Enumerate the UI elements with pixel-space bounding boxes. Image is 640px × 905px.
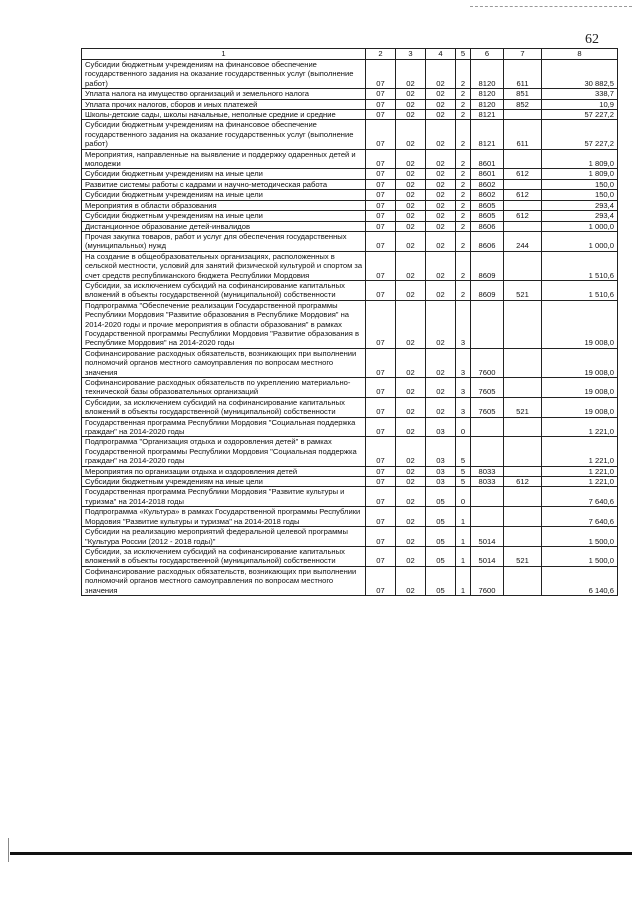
program-code: 02 [426,110,456,120]
program-code: 02 [426,179,456,189]
amount-value: 6 140,6 [542,566,618,595]
item-code: 8609 [471,251,504,280]
top-dashed-rule [470,6,632,7]
program-code: 05 [426,487,456,507]
section-code: 07 [366,120,396,149]
amount-value: 1 221,0 [542,437,618,466]
amount-value: 1 221,0 [542,466,618,476]
section-code: 07 [366,378,396,398]
expense-type-code [504,417,542,437]
section-code: 07 [366,190,396,200]
section-code: 07 [366,300,396,348]
section-code: 07 [366,149,396,169]
row-name: Субсидии бюджетным учреждениям на иные цели [82,190,366,200]
item-code: 8605 [471,211,504,221]
subprogram-code: 3 [456,300,471,348]
scan-edge-mark [8,838,9,862]
subsection-code: 02 [396,99,426,109]
expense-type-code [504,179,542,189]
section-code: 07 [366,211,396,221]
section-code: 07 [366,221,396,231]
subprogram-code: 1 [456,546,471,566]
subprogram-code: 2 [456,190,471,200]
table-row [82,60,618,89]
expense-type-code: 612 [504,211,542,221]
program-code: 03 [426,437,456,466]
amount-value: 19 008,0 [542,397,618,417]
program-code: 02 [426,120,456,149]
table-row [82,280,618,300]
expense-type-code [504,200,542,210]
item-code: 7600 [471,348,504,377]
subprogram-code: 0 [456,417,471,437]
header-row [82,49,618,60]
amount-value: 7 640,6 [542,487,618,507]
amount-value: 1 510,6 [542,251,618,280]
item-code: 7600 [471,566,504,595]
amount-value: 1 221,0 [542,477,618,487]
subsection-code: 02 [396,231,426,251]
subprogram-code: 5 [456,466,471,476]
subsection-code: 02 [396,89,426,99]
item-code: 8606 [471,231,504,251]
item-code: 8120 [471,89,504,99]
program-code: 02 [426,89,456,99]
program-code: 02 [426,200,456,210]
table-row [82,437,618,466]
row-name: Субсидии бюджетным учреждениям на финансовое обеспечение государственного задания на оказание государственных услуг (выполнение работ) [82,60,366,89]
subsection-code: 02 [396,179,426,189]
subsection-code: 02 [396,527,426,547]
amount-value: 1 500,0 [542,527,618,547]
expense-type-code [504,566,542,595]
program-code: 02 [426,231,456,251]
amount-value: 1 510,6 [542,280,618,300]
item-code: 8120 [471,99,504,109]
subprogram-code: 2 [456,169,471,179]
amount-value: 7 640,6 [542,507,618,527]
column-header-5: 5 [456,49,471,60]
table-row [82,348,618,377]
expense-type-code: 611 [504,60,542,89]
item-code: 8609 [471,280,504,300]
table-row [82,300,618,348]
item-code [471,417,504,437]
expense-type-code [504,348,542,377]
item-code [471,507,504,527]
table-row [82,507,618,527]
row-name: Субсидии, за исключением субсидий на софинансирование капитальных вложений в объекты государственной (муниципальной) собственности [82,280,366,300]
row-name: Субсидии бюджетным учреждениям на иные цели [82,477,366,487]
expense-type-code [504,149,542,169]
subsection-code: 02 [396,437,426,466]
subsection-code: 02 [396,280,426,300]
amount-value: 1 000,0 [542,231,618,251]
subsection-code: 02 [396,60,426,89]
item-code: 5014 [471,546,504,566]
row-name: Субсидии бюджетным учреждениям на иные цели [82,169,366,179]
row-name: Уплата прочих налогов, сборов и иных платежей [82,99,366,109]
section-code: 07 [366,60,396,89]
row-name: Мероприятия в области образования [82,200,366,210]
expense-type-code [504,300,542,348]
subsection-code: 02 [396,110,426,120]
item-code: 7605 [471,397,504,417]
table-row [82,190,618,200]
subprogram-code: 2 [456,211,471,221]
page-number: 62 [585,32,599,47]
row-name: Субсидии бюджетным учреждениям на финансовое обеспечение государственного задания на оказание государственных услуг (выполнение работ) [82,120,366,149]
program-code: 02 [426,348,456,377]
table-body [82,60,618,596]
amount-value: 150,0 [542,179,618,189]
subprogram-code: 1 [456,507,471,527]
amount-value: 19 008,0 [542,300,618,348]
program-code: 02 [426,211,456,221]
table-row [82,89,618,99]
table-header [82,49,618,60]
subsection-code: 02 [396,378,426,398]
subsection-code: 02 [396,300,426,348]
amount-value: 150,0 [542,190,618,200]
amount-value: 30 882,5 [542,60,618,89]
section-code: 07 [366,477,396,487]
subprogram-code: 3 [456,378,471,398]
subprogram-code: 0 [456,487,471,507]
row-name: Софинансирование расходных обязательств по укреплению материально-технической базы образовательных организаций [82,378,366,398]
subprogram-code: 2 [456,251,471,280]
item-code: 8606 [471,221,504,231]
section-code: 07 [366,99,396,109]
section-code: 07 [366,437,396,466]
subsection-code: 02 [396,566,426,595]
item-code: 8602 [471,190,504,200]
subprogram-code: 1 [456,566,471,595]
program-code: 02 [426,221,456,231]
amount-value: 293,4 [542,211,618,221]
row-name: Уплата налога на имущество организаций и земельного налога [82,89,366,99]
section-code: 07 [366,348,396,377]
subprogram-code: 2 [456,221,471,231]
program-code: 05 [426,507,456,527]
row-name: Субсидии, за исключением субсидий на софинансирование капитальных вложений в объекты государственной (муниципальной) собственности [82,546,366,566]
row-name: Субсидии, за исключением субсидий на софинансирование капитальных вложений в объекты государственной (муниципальной) собственности [82,397,366,417]
program-code: 02 [426,300,456,348]
item-code [471,300,504,348]
expense-type-code [504,110,542,120]
subsection-code: 02 [396,546,426,566]
amount-value: 57 227,2 [542,110,618,120]
budget-table [81,48,618,596]
subsection-code: 02 [396,190,426,200]
table-row [82,169,618,179]
subprogram-code: 2 [456,60,471,89]
subsection-code: 02 [396,487,426,507]
expense-type-code [504,378,542,398]
table-row [82,477,618,487]
table-row [82,211,618,221]
table-row [82,179,618,189]
subsection-code: 02 [396,507,426,527]
expense-type-code: 244 [504,231,542,251]
table-row [82,200,618,210]
expense-type-code [504,487,542,507]
section-code: 07 [366,487,396,507]
table-row [82,397,618,417]
column-header-7: 7 [504,49,542,60]
program-code: 02 [426,99,456,109]
section-code: 07 [366,466,396,476]
row-name: Мероприятия, направленные на выявление и поддержку одаренных детей и молодежи [82,149,366,169]
table-row [82,99,618,109]
table-row [82,251,618,280]
section-code: 07 [366,397,396,417]
expense-type-code: 612 [504,190,542,200]
section-code: 07 [366,507,396,527]
table-row [82,120,618,149]
section-code: 07 [366,231,396,251]
subsection-code: 02 [396,477,426,487]
row-name: Школы-детские сады, школы начальные, неполные средние и средние [82,110,366,120]
row-name: Мероприятия по организации отдыха и оздоровления детей [82,466,366,476]
section-code: 07 [366,417,396,437]
expense-type-code: 852 [504,99,542,109]
row-name: Прочая закупка товаров, работ и услуг для обеспечения государственных (муниципальных) нужд [82,231,366,251]
row-name: Дистанционное образование детей-инвалидов [82,221,366,231]
program-code: 05 [426,546,456,566]
expense-type-code [504,221,542,231]
program-code: 02 [426,190,456,200]
item-code: 8033 [471,477,504,487]
subprogram-code: 2 [456,280,471,300]
expense-type-code: 521 [504,280,542,300]
program-code: 02 [426,149,456,169]
subprogram-code: 5 [456,437,471,466]
column-header-1: 1 [82,49,366,60]
section-code: 07 [366,169,396,179]
expense-type-code: 521 [504,546,542,566]
subsection-code: 02 [396,466,426,476]
amount-value: 1 809,0 [542,169,618,179]
subsection-code: 02 [396,211,426,221]
expense-type-code [504,527,542,547]
item-code: 8605 [471,200,504,210]
amount-value: 338,7 [542,89,618,99]
table-row [82,466,618,476]
program-code: 02 [426,280,456,300]
subprogram-code: 2 [456,89,471,99]
section-code: 07 [366,251,396,280]
item-code: 7605 [471,378,504,398]
program-code: 05 [426,566,456,595]
program-code: 05 [426,527,456,547]
expense-type-code [504,251,542,280]
table-row [82,110,618,120]
amount-value: 10,9 [542,99,618,109]
row-name: Субсидии бюджетным учреждениям на иные цели [82,211,366,221]
item-code [471,487,504,507]
row-name: Софинансирование расходных обязательств, возникающих при выполнении полномочий органов местного самоуправления по вопросам местного значения [82,566,366,595]
table-row [82,378,618,398]
budget-table-container [81,48,617,596]
expense-type-code [504,466,542,476]
row-name: Развитие системы работы с кадрами и научно-методическая работа [82,179,366,189]
item-code: 8121 [471,110,504,120]
footer-rule [10,852,632,855]
row-name: Подпрограмма «Культура» в рамках Государственной программы Республики Мордовия "Развитие культуры и туризма" на 2014-2018 годы [82,507,366,527]
section-code: 07 [366,546,396,566]
table-row [82,566,618,595]
section-code: 07 [366,280,396,300]
row-name: Государственная программа Республики Мордовия "Социальная поддержка граждан" на 2014-2020 годы [82,417,366,437]
program-code: 03 [426,417,456,437]
subprogram-code: 2 [456,179,471,189]
item-code: 8601 [471,169,504,179]
subprogram-code: 1 [456,527,471,547]
program-code: 02 [426,397,456,417]
subprogram-code: 3 [456,397,471,417]
program-code: 02 [426,251,456,280]
column-header-4: 4 [426,49,456,60]
amount-value: 1 221,0 [542,417,618,437]
table-row [82,231,618,251]
expense-type-code: 611 [504,120,542,149]
subsection-code: 02 [396,221,426,231]
subsection-code: 02 [396,120,426,149]
table-row [82,221,618,231]
subsection-code: 02 [396,149,426,169]
subsection-code: 02 [396,200,426,210]
section-code: 07 [366,527,396,547]
row-name: Субсидии на реализацию мероприятий федеральной целевой программы "Культура России (2012 - 2018 годы)" [82,527,366,547]
item-code: 8121 [471,120,504,149]
item-code: 8120 [471,60,504,89]
row-name: Государственная программа Республики Мордовия "Развитие культуры и туризма" на 2014-2018 годы [82,487,366,507]
subprogram-code: 2 [456,200,471,210]
subprogram-code: 2 [456,231,471,251]
column-header-2: 2 [366,49,396,60]
amount-value: 19 008,0 [542,348,618,377]
amount-value: 1 500,0 [542,546,618,566]
section-code: 07 [366,566,396,595]
section-code: 07 [366,200,396,210]
amount-value: 293,4 [542,200,618,210]
program-code: 02 [426,60,456,89]
subsection-code: 02 [396,251,426,280]
item-code [471,437,504,466]
amount-value: 57 227,2 [542,120,618,149]
column-header-3: 3 [396,49,426,60]
subsection-code: 02 [396,397,426,417]
item-code: 5014 [471,527,504,547]
column-header-8: 8 [542,49,618,60]
subsection-code: 02 [396,169,426,179]
table-row [82,527,618,547]
section-code: 07 [366,179,396,189]
section-code: 07 [366,89,396,99]
subprogram-code: 2 [456,149,471,169]
expense-type-code: 521 [504,397,542,417]
expense-type-code [504,507,542,527]
expense-type-code: 612 [504,169,542,179]
amount-value: 1 809,0 [542,149,618,169]
table-row [82,417,618,437]
table-row [82,546,618,566]
expense-type-code [504,437,542,466]
subprogram-code: 2 [456,110,471,120]
row-name: Софинансирование расходных обязательств, возникающих при выполнении полномочий органов местного самоуправления по вопросам местного значения [82,348,366,377]
row-name: Подпрограмма "Обеспечение реализации Государственной программы Республики Мордовия "Развитие образования в Республике Мордовия" на 2014-2020 годы и прочие мероприятия в области образования" в рамках Государственной программы Республики Мордовия "Развитие образования в Республике Мордовия" на 2014-2020 годы [82,300,366,348]
row-name: На создание в общеобразовательных организациях, расположенных в сельской местности, условий для занятий физической культурой и спортом за счет средств республиканского бюджета Республики Мордовия [82,251,366,280]
item-code: 8601 [471,149,504,169]
section-code: 07 [366,110,396,120]
column-header-6: 6 [471,49,504,60]
amount-value: 19 008,0 [542,378,618,398]
table-row [82,149,618,169]
program-code: 03 [426,466,456,476]
subprogram-code: 2 [456,99,471,109]
amount-value: 1 000,0 [542,221,618,231]
subprogram-code: 2 [456,120,471,149]
subsection-code: 02 [396,417,426,437]
subsection-code: 02 [396,348,426,377]
subprogram-code: 3 [456,348,471,377]
subprogram-code: 5 [456,477,471,487]
row-name: Подпрограмма "Организация отдыха и оздоровления детей" в рамках Государственной программы Республики Мордовия "Социальная поддержка граждан" на 2014-2020 годы [82,437,366,466]
table-row [82,487,618,507]
item-code: 8033 [471,466,504,476]
item-code: 8602 [471,179,504,189]
expense-type-code: 851 [504,89,542,99]
expense-type-code: 612 [504,477,542,487]
program-code: 02 [426,169,456,179]
program-code: 03 [426,477,456,487]
program-code: 02 [426,378,456,398]
